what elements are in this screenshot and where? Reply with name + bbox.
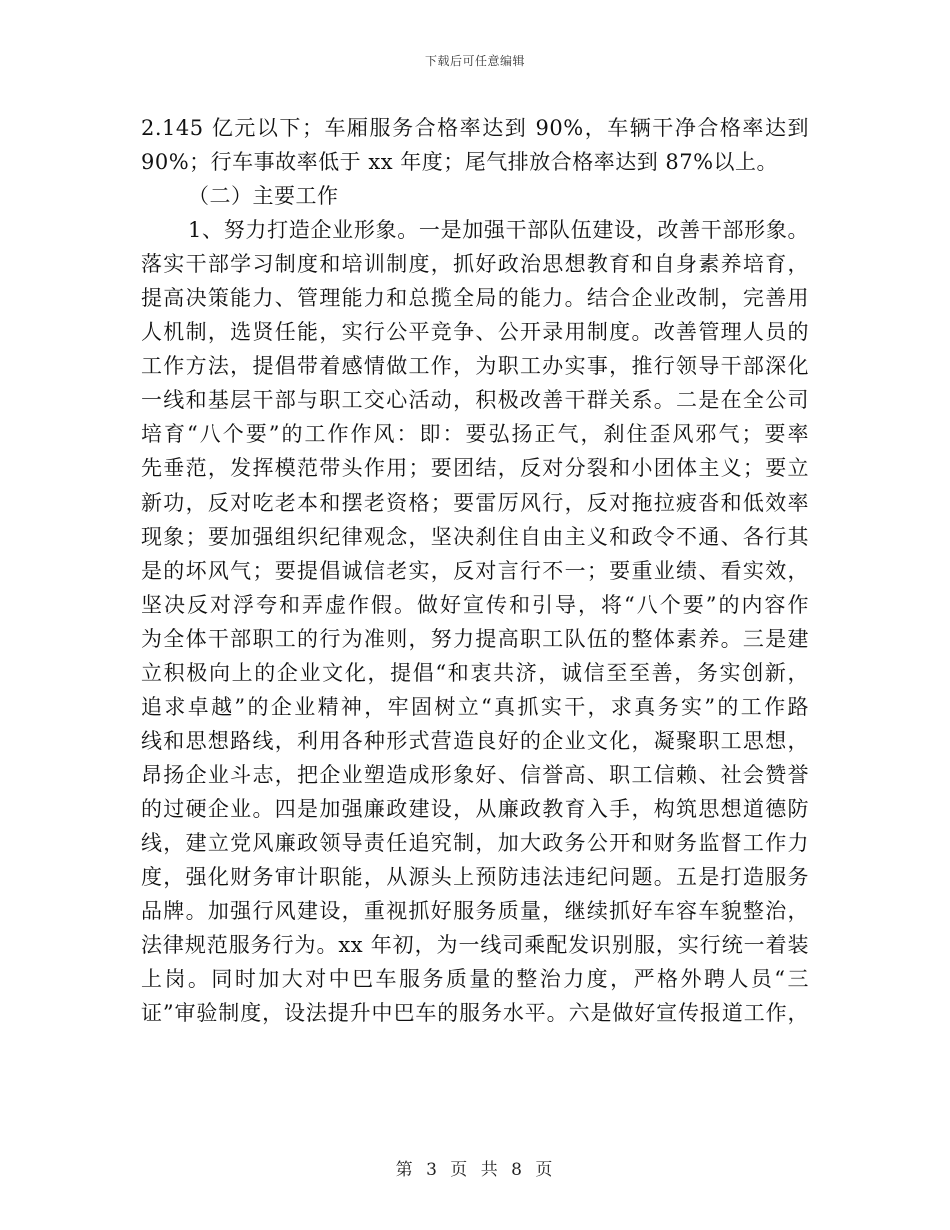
- text-line: 现象；要加强组织纪律观念，坚决刹住自由主义和政令不通、各行其: [141, 524, 809, 549]
- text-line: 线和思想路线，利用各种形式营造良好的企业文化，凝聚职工思想，: [141, 728, 809, 753]
- text-line: 90%；行车事故率低于 xx 年度；尾气排放合格率达到 87%以上。: [141, 150, 779, 175]
- text-line: 2.145 亿元以下；车厢服务合格率达到 90%，车辆干净合格率达到: [141, 116, 809, 140]
- text-line: 人机制，选贤任能，实行公平竞争、公开录用制度。改善管理人员的: [141, 320, 809, 345]
- text-line: 昂扬企业斗志，把企业塑造成形象好、信誉高、职工信赖、社会赞誉: [141, 762, 809, 787]
- text-line: 追求卓越”的企业精神，牢固树立“真抓实干，求真务实”的工作路: [141, 694, 809, 719]
- text-line: 证”审验制度，设法提升中巴车的服务水平。六是做好宣传报道工作，: [141, 1001, 809, 1026]
- text-line: 提高决策能力、管理能力和总揽全局的能力。结合企业改制，完善用: [141, 286, 809, 311]
- section-heading: （二）主要工作: [188, 184, 339, 209]
- text-line: 新功，反对吃老本和摆老资格；要雷厉风行，反对拖拉疲沓和低效率: [141, 490, 809, 515]
- text-line: 的过硬企业。四是加强廉政建设，从廉政教育入手，构筑思想道德防: [141, 796, 809, 821]
- text-line: 落实干部学习制度和培训制度，抓好政治思想教育和自身素养培育，: [141, 252, 809, 277]
- text-line: 为全体干部职工的行为准则，努力提高职工队伍的整体素养。三是建: [141, 626, 809, 651]
- text-line: 度，强化财务审计职能，从源头上预防违法违纪问题。五是打造服务: [141, 865, 809, 890]
- page-header: 下载后可任意编辑: [424, 54, 525, 68]
- text-line: 坚决反对浮夸和弄虚作假。做好宣传和引导，将“八个要”的内容作: [141, 592, 809, 617]
- text-line: 法律规范服务行为。xx 年初，为一线司乘配发识别服，实行统一着装: [141, 933, 809, 958]
- text-line: 工作方法，提倡带着感情做工作，为职工办实事，推行领导干部深化: [141, 354, 809, 379]
- text-line: 先垂范，发挥模范带头作用；要团结，反对分裂和小团体主义；要立: [141, 456, 809, 481]
- page-number-footer: 第 3 页 共 8 页: [395, 1160, 555, 1180]
- text-line: 一线和基层干部与职工交心活动，积极改善干群关系。二是在全公司: [141, 388, 809, 413]
- text-line: 上岗。同时加大对中巴车服务质量的整治力度，严格外聘人员“三: [141, 967, 809, 992]
- text-line: 立积极向上的企业文化，提倡“和衷共济，诚信至至善，务实创新，: [141, 660, 809, 685]
- text-line: 培育“八个要”的工作作风：即：要弘扬正气，刹住歪风邪气；要率: [141, 422, 809, 447]
- text-line: 线，建立党风廉政领导责任追究制，加大政务公开和财务监督工作力: [141, 830, 809, 855]
- document-body: [141, 111, 809, 1030]
- text-line: 品牌。加强行风建设，重视抓好服务质量，继续抓好车容车貌整治，: [141, 899, 809, 924]
- text-line: 是的坏风气；要提倡诚信老实，反对言行不一；要重业绩、看实效，: [141, 558, 809, 583]
- paragraph-first-line: 1、努力打造企业形象。一是加强干部队伍建设，改善干部形象。: [188, 218, 809, 243]
